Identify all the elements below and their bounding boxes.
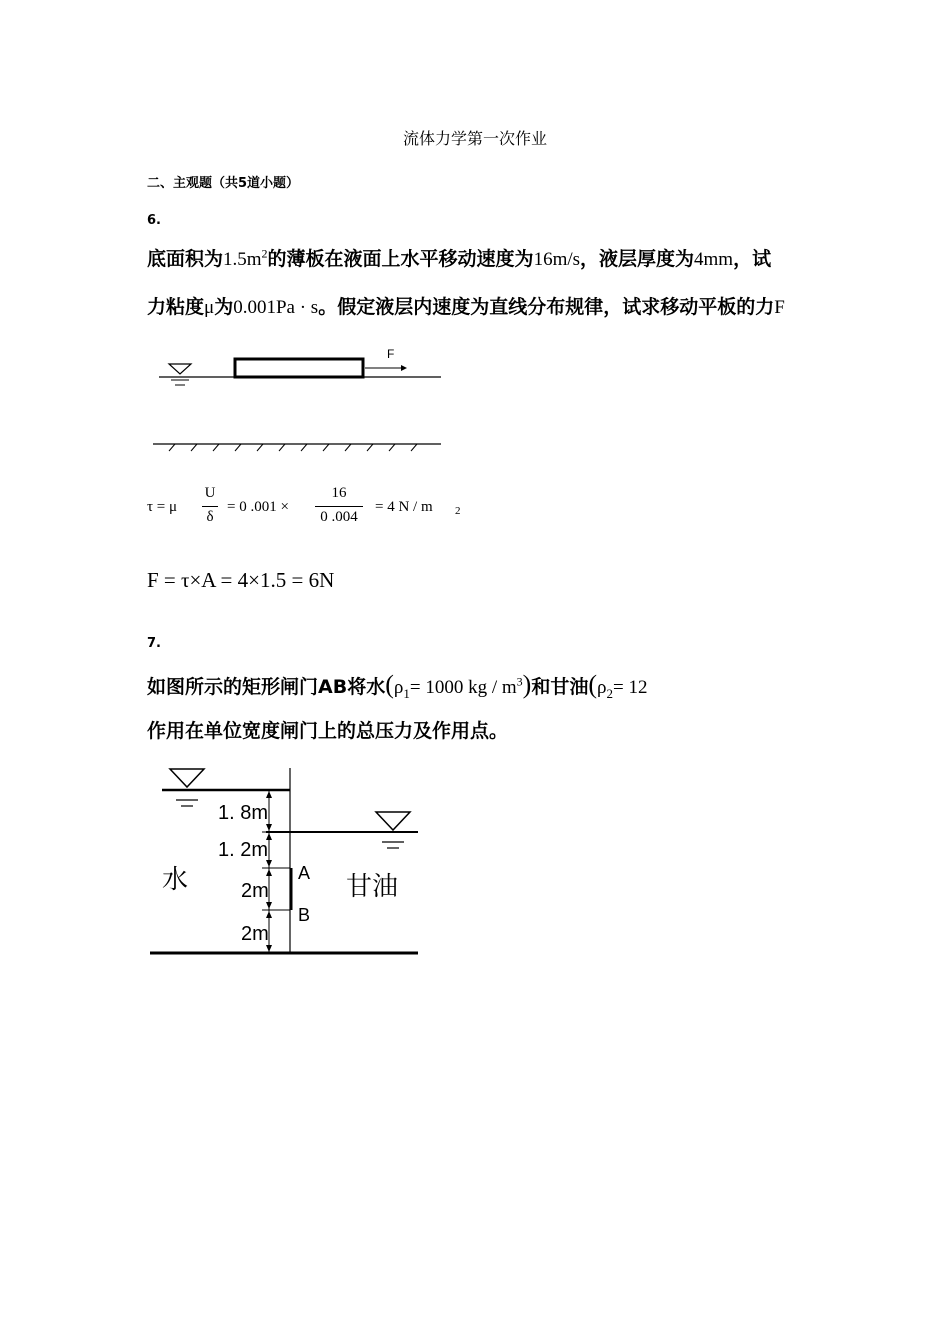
q6-text: 底面积为 (147, 248, 224, 270)
left-paren: ( (385, 670, 394, 699)
q7-gate-ab: AB (318, 676, 348, 698)
q7-text: 和甘油 (531, 676, 589, 698)
q7-rho1: ρ (393, 677, 404, 698)
force-label: F (387, 347, 395, 361)
q6-force-result: F = τ×A = 4×1.5 = 6N (147, 568, 335, 592)
glycerin-label: 甘油 (346, 871, 399, 901)
q6-text: 。假定液层内速度为直线分布规律，试求移动平板的力 (318, 296, 775, 318)
section-heading: 二、主观题（共5道小题） (147, 176, 300, 191)
formula-middle: = 0 .001 × (227, 499, 289, 515)
water-surface-symbol (170, 769, 204, 806)
dimension-label: 1. 2m (218, 839, 269, 861)
formula-subscript: 2 (455, 505, 461, 517)
question-7-statement-line-2: 作用在单位宽度闸门上的总压力及作用点。 (147, 720, 509, 742)
left-paren: ( (588, 670, 598, 699)
formula-lhs: τ = μ (147, 499, 178, 515)
q6-text: ，试 (733, 248, 772, 270)
q6-speed: 16m/s (533, 249, 581, 270)
question-6-statement-line-2 (147, 292, 807, 319)
gate-point-b-label: B (298, 905, 311, 925)
question-6-number: 6. (147, 213, 161, 228)
q7-rho2-value: = 12 (613, 677, 648, 698)
q7-gate-diagram (140, 760, 430, 965)
q7-rho1-exponent: 3 (516, 674, 523, 689)
q6-text: 力粘度 (147, 296, 205, 318)
fraction-bar (202, 506, 218, 507)
right-paren: ) (522, 670, 532, 699)
thin-plate (235, 359, 363, 377)
q6-area: 1.5m (223, 249, 262, 270)
q6-text: 的薄板在液面上水平移动速度为 (267, 248, 534, 270)
glycerin-surface-symbol (376, 812, 410, 848)
fraction-denominator: 0 .004 (320, 509, 358, 525)
q6-text: ，液层厚度为 (580, 248, 695, 270)
dimension-label: 2m (241, 923, 269, 945)
question-6-statement-line-1 (147, 244, 807, 271)
q7-text: 如图所示的矩形闸门 (147, 676, 319, 698)
q7-text: 将水 (347, 676, 386, 698)
q6-mu: μ (204, 297, 215, 318)
q6-plate-diagram (145, 340, 455, 460)
wall-hatching (169, 444, 417, 451)
fraction-bar (315, 506, 363, 507)
q6-shear-stress-formula (147, 485, 487, 531)
dimension-label: 2m (241, 880, 269, 902)
q6-area-exponent: 2 (261, 246, 268, 261)
formula-rhs: = 4 N / m (375, 499, 433, 515)
fraction-numerator: 16 (331, 485, 347, 501)
q7-rho2-subscript: 2 (606, 685, 613, 701)
q6-mu-value: 0.001Pa · s (233, 297, 319, 318)
document-title: 流体力学第一次作业 (402, 131, 547, 148)
fraction-denominator: δ (206, 509, 214, 525)
q7-rho2: ρ (597, 677, 607, 698)
water-label: 水 (162, 864, 189, 894)
q7-rho1-value: = 1000 kg / m (409, 677, 517, 698)
force-arrow-head (401, 365, 407, 371)
gate-point-a-label: A (298, 863, 311, 883)
fraction-numerator: U (204, 485, 216, 501)
dimension-label: 1. 8m (218, 802, 269, 824)
question-7-statement-line-1 (147, 670, 807, 702)
q7-rho1-subscript: 1 (403, 685, 410, 701)
q6-thickness: 4mm (694, 249, 734, 270)
question-7-number: 7. (147, 636, 161, 651)
q6-text: 为 (214, 296, 234, 318)
free-surface-symbol (169, 364, 191, 385)
q6-force-symbol: F (774, 297, 785, 318)
